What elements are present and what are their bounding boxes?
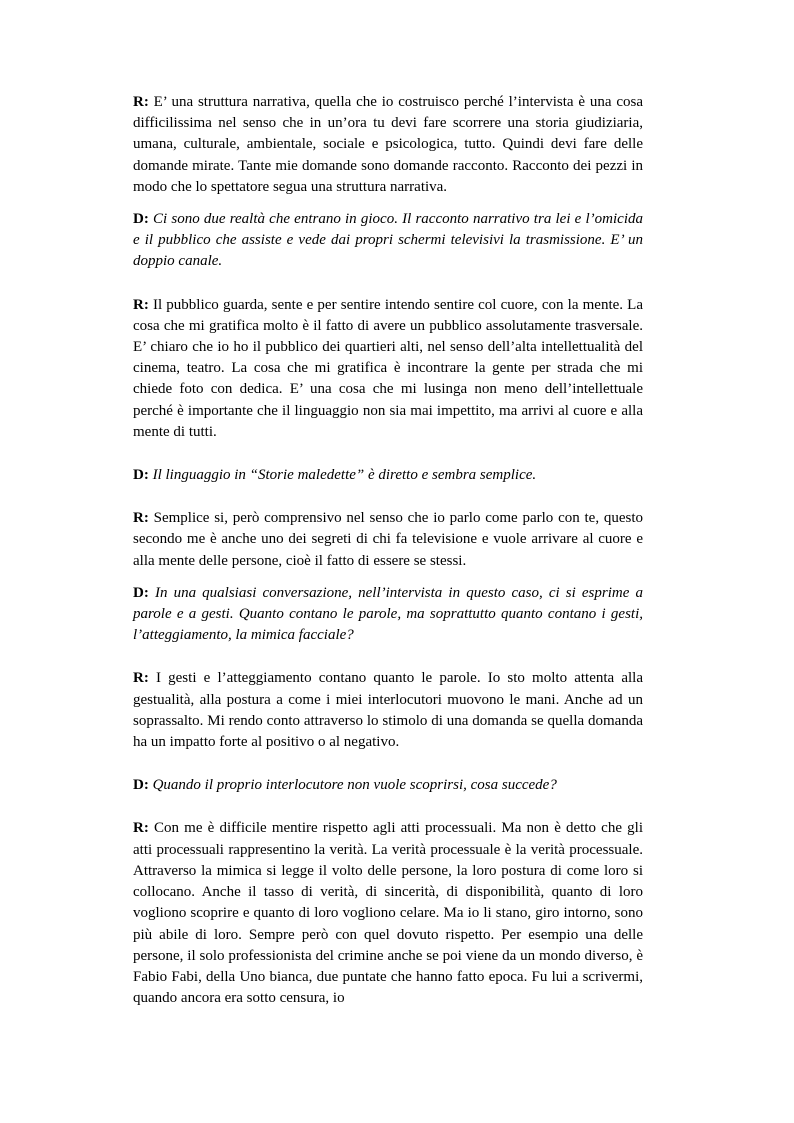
speaker-label: D:: [133, 777, 149, 794]
paragraph-text: Il pubblico guarda, sente e per sentire intendo sentire col cuore, con la mente. La cosa che mi gratifica molto è il fatto di avere un pubblico assolutamente trasversale. E’ chiaro che io ho il pubblico dei quartieri alti, nel senso dell’alta intellettualità del cinema, teatro. La cosa che mi gratifica è incontrare la gente per strada che mi chiede foto con dedica. E’ una cosa che mi lusinga non meno dell’intellettuale perché è importante che il linguaggio non sia mai impettito, ma arrivi al cuore e alla mente di tutti.: [133, 296, 643, 440]
document-page: [133, 92, 643, 1009]
speaker-label: R:: [133, 296, 149, 313]
answer-paragraph: [133, 668, 643, 753]
paragraph-text: Con me è difficile mentire rispetto agli atti processuali. Ma non è detto che gli atti processuali rappresentino la verità. La verità processuale è la verità processuale. Attraverso la mimica si legge il volto delle persone, la loro postura di come loro si collocano. Anche il tasso di verità, di sincerità, di disponibilità, quanto di loro vogliono scoprire e quanto di loro vogliono celare. Ma io li stano, giro intorno, sono più abile di loro. Sempre però con quel dovuto rispetto. Per esempio una delle persone, il solo professionista del crimine anche se poi viene da un mondo diverso, è Fabio Fabi, della Uno bianca, due puntate che hanno fatto epoca. Fu lui a scrivermi, quando ancora era sotto censura, io: [133, 820, 643, 1007]
paragraph-text: Il linguaggio in “Storie maledette” è diretto e sembra semplice.: [152, 467, 537, 484]
question-paragraph: [133, 465, 643, 486]
question-paragraph: [133, 583, 643, 647]
paragraph-text: Ci sono due realtà che entrano in gioco. Il racconto narrativo tra lei e l’omicida e il pubblico che assiste e vede dai propri schermi televisivi la trasmissione. E’ un doppio canale.: [133, 211, 643, 270]
speaker-label: D:: [133, 467, 149, 484]
question-paragraph: [133, 775, 643, 796]
speaker-label: R:: [133, 670, 149, 687]
speaker-label: R:: [133, 510, 149, 527]
paragraph-text: I gesti e l’atteggiamento contano quanto le parole. Io sto molto attenta alla gestualità, alla postura a come i miei interlocutori muovono le mani. Anche ad un soprassalto. Mi rendo conto attraverso lo stimolo di una domanda se quella domanda ha un impatto forte al positivo o al negativo.: [133, 670, 644, 751]
paragraph-text: E’ una struttura narrativa, quella che io costruisco perché l’intervista è una cosa difficilissima nel senso che in un’ora tu devi fare scorrere una storia giudiziaria, umana, culturale, ambientale, sociale e psicologica, tutto. Quindi devi fare delle domande mirate. Tante mie domande sono domande racconto. Racconto dei pezzi in modo che lo spettatore segua una struttura narrativa.: [133, 94, 643, 195]
paragraph-text: In una qualsiasi conversazione, nell’intervista in questo caso, ci si esprime a parole e a gesti. Quanto contano le parole, ma soprattutto quanto contano i gesti, l’atteggiamento, la mimica facciale?: [133, 584, 644, 644]
paragraph-text: Semplice si, però comprensivo nel senso che io parlo come parlo con te, questo secondo me è anche uno dei segreti di chi fa televisione e vuole arrivare al cuore e alla mente delle persone, cioè il fatto di essere se stessi.: [133, 510, 644, 569]
speaker-label: D:: [133, 584, 149, 601]
paragraph-text: Quando il proprio interlocutore non vuole scoprirsi, cosa succede?: [152, 777, 557, 794]
speaker-label: R:: [133, 820, 149, 837]
answer-paragraph: [133, 92, 643, 198]
answer-paragraph: [133, 818, 643, 1009]
question-paragraph: [133, 209, 643, 273]
speaker-label: R:: [133, 94, 149, 110]
answer-paragraph: [133, 295, 643, 443]
speaker-label: D:: [133, 211, 149, 228]
answer-paragraph: [133, 508, 643, 572]
